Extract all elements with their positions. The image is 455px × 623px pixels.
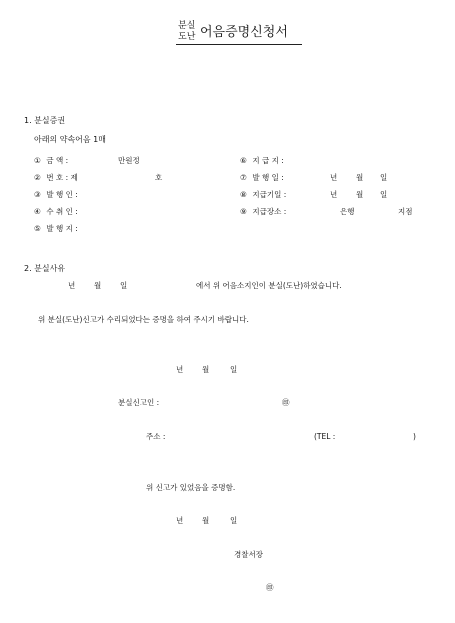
field-num: ③ <box>34 190 41 199</box>
field-num: ② <box>34 173 41 182</box>
field-bank: 은행 <box>340 207 355 216</box>
field-num: ⑥ <box>240 156 247 165</box>
field-number-value: 호 <box>155 173 163 182</box>
field-label: 발 행 일 : <box>252 173 284 182</box>
field-label: 번 호 : 제 <box>46 173 78 182</box>
tel-close: ) <box>413 432 416 441</box>
date-year: 년 <box>330 190 338 199</box>
field-num: ⑦ <box>240 173 247 182</box>
field-label: 지급기일 : <box>252 190 287 199</box>
tel-label: (TEL : <box>314 432 336 441</box>
field-label: 지 급 지 : <box>252 156 284 165</box>
seal-mark: ㊞ <box>266 583 274 592</box>
loss-reason-sentence: 에서 위 어음소지인이 분실(도난)하였습니다. <box>196 281 342 290</box>
field-label: 수 취 인 : <box>46 207 78 216</box>
field-num: ④ <box>34 207 41 216</box>
field-payee <box>34 207 78 216</box>
field-label: 발 행 인 : <box>46 190 78 199</box>
address-label: 주소 : <box>146 432 166 441</box>
date-day: 일 <box>380 173 388 182</box>
date-year: 년 <box>330 173 338 182</box>
section2-heading: 2. 분실사유 <box>24 264 66 273</box>
certification-statement: 위 신고가 있었음을 증명함. <box>146 483 236 492</box>
field-issue-date <box>240 173 284 182</box>
date-year: 년 <box>176 516 184 525</box>
field-number <box>34 173 78 182</box>
date-year: 년 <box>68 281 76 290</box>
field-branch: 지점 <box>398 207 413 216</box>
date-month: 월 <box>202 365 210 374</box>
field-num: ⑤ <box>34 224 41 233</box>
title-prefix-lost: 분실 <box>178 21 196 31</box>
date-month: 월 <box>202 516 210 525</box>
seal-mark: ㊞ <box>282 398 290 407</box>
section1-subheading: 아래의 약속어음 1매 <box>34 135 106 144</box>
field-label: 지급장소 : <box>252 207 287 216</box>
date-month: 월 <box>356 173 364 182</box>
document-title <box>176 20 302 45</box>
title-prefix-stolen: 도난 <box>178 32 196 42</box>
field-amount-value: 만원정 <box>118 156 140 165</box>
date-year: 년 <box>176 365 184 374</box>
field-label: 금 액 : <box>46 156 69 165</box>
field-issue-place <box>34 224 78 233</box>
field-amount <box>34 156 68 165</box>
field-num: ⑨ <box>240 207 247 216</box>
date-day: 일 <box>380 190 388 199</box>
reporter-label: 분실신고인 : <box>118 398 160 407</box>
date-day: 일 <box>230 516 238 525</box>
date-day: 일 <box>120 281 128 290</box>
field-due-date <box>240 190 286 199</box>
title-main: 어음증명신청서 <box>200 25 288 40</box>
field-payment-location <box>240 207 286 216</box>
field-issuer <box>34 190 78 199</box>
field-num: ⑧ <box>240 190 247 199</box>
section1-heading: 1. 분실증권 <box>24 116 66 125</box>
field-num: ① <box>34 156 41 165</box>
date-day: 일 <box>230 365 238 374</box>
date-month: 월 <box>356 190 364 199</box>
date-month: 월 <box>94 281 102 290</box>
field-label: 발 행 지 : <box>46 224 78 233</box>
field-payment-place <box>240 156 284 165</box>
police-chief-label: 경찰서장 <box>234 550 263 559</box>
request-sentence: 위 분실(도난)신고가 수리되었다는 증명을 하여 주시기 바랍니다. <box>38 315 249 324</box>
